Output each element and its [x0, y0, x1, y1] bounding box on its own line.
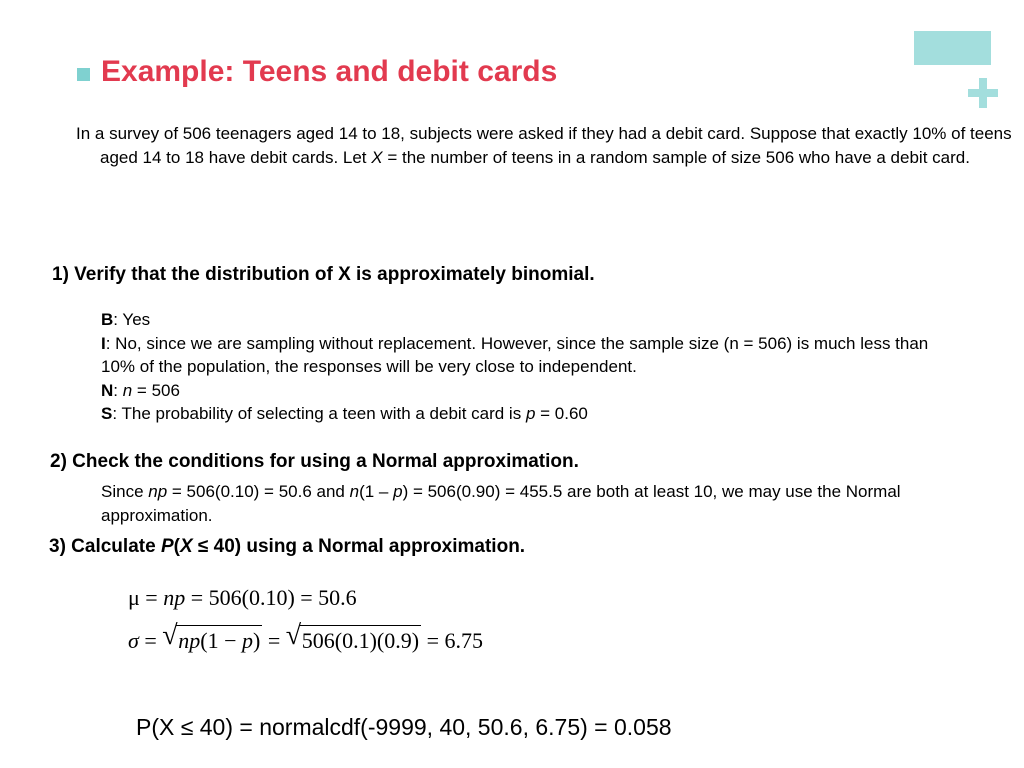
normal-conditions-text: Since np = 506(0.10) = 50.6 and n(1 – p) = 506(0.90) = 455.5 are both at least 10, we may use the Normal approximation. [101, 482, 901, 525]
result-line: P(X ≤ 40) = normalcdf(-9999, 40, 50.6, 6.75) = 0.058 [136, 714, 672, 740]
decorative-block [914, 31, 991, 65]
question-2: 2) Check the conditions for using a Normal approximation. [50, 451, 579, 472]
bins-i: I: No, since we are sampling without replacement. However, since the sample size (n = 506) is much less than 10% of the population, the responses will be very close to independent. [101, 333, 929, 376]
question-3: 3) Calculate P(X ≤ 40) using a Normal approximation. [49, 536, 526, 557]
bins-checklist [101, 308, 961, 426]
question-1: 1) Verify that the distribution of X is approximately binomial. [52, 264, 595, 285]
bullet-square-icon [77, 68, 90, 81]
sd-equation: σ = √ np(1 − p) = √ 506(0.1)(0.9) = 6.75 [128, 620, 483, 653]
bins-n: N: n = 506 [101, 380, 180, 400]
mean-equation: μ = np = 506(0.10) = 50.6 [128, 585, 357, 610]
intro-paragraph: In a survey of 506 teenagers aged 14 to 18, subjects were asked if they had a debit card. Suppose that exactly 10% of teens aged 14 to 18 have debit cards. Let X = the number of teens in a random sample of size 506 who have a debit card. [76, 124, 1012, 167]
plus-icon [968, 78, 998, 108]
bins-s: S: The probability of selecting a teen with a debit card is p = 0.60 [101, 404, 588, 423]
sqrt-term-1: √ np(1 − p) [162, 620, 261, 653]
bins-b: B: Yes [101, 310, 151, 329]
sqrt-term-2: √ 506(0.1)(0.9) [285, 620, 420, 653]
slide-title: Example: Teens and debit cards [101, 55, 558, 88]
